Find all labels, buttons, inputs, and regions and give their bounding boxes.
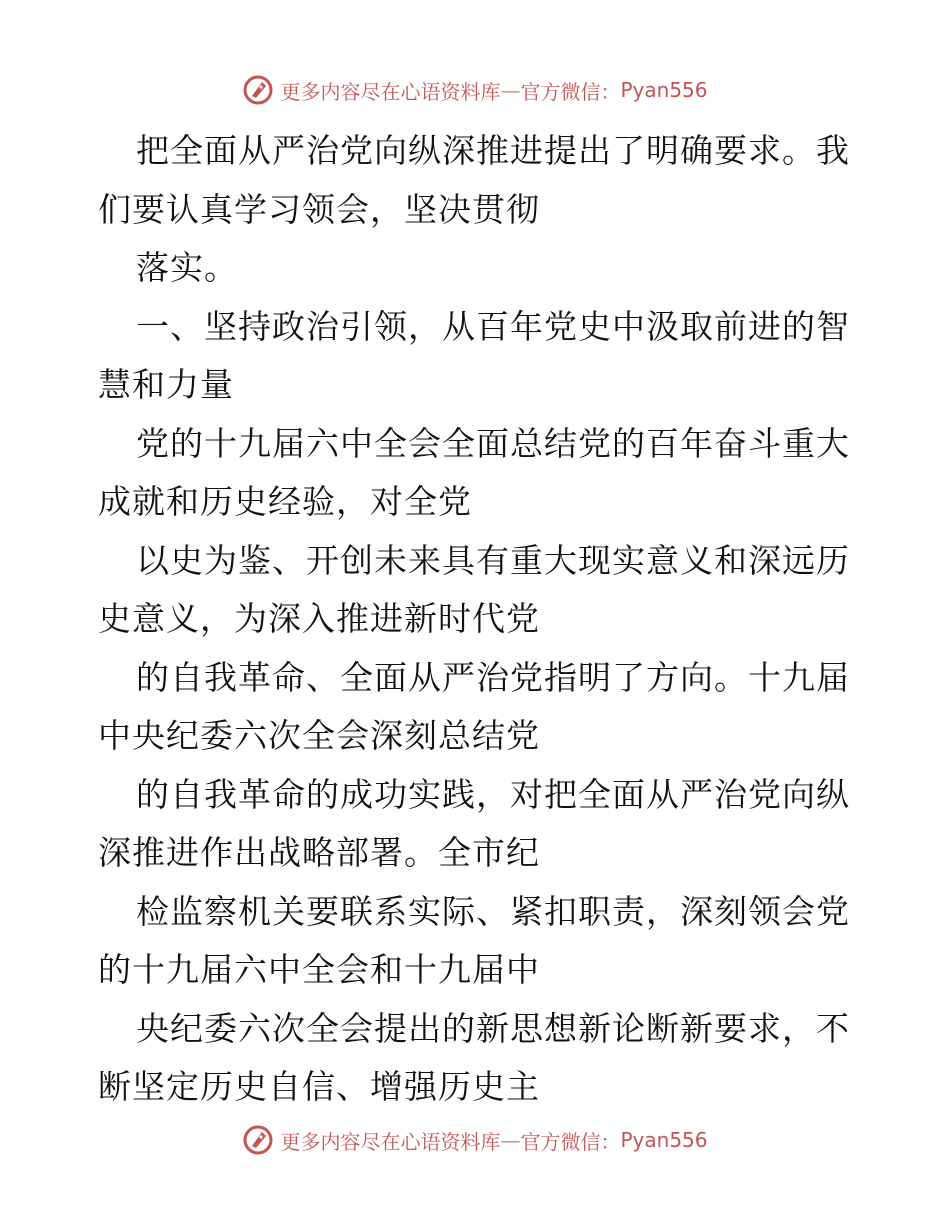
header-watermark-banner (0, 70, 950, 110)
text-line: 的十九届六中全会和十九届中 (98, 950, 540, 989)
text-line: 断坚定历史自信、增强历史主 (98, 1067, 540, 1106)
banner-separator: — (500, 1128, 521, 1152)
banner-main-text: 更多内容尽在心语资料库 (280, 1129, 501, 1154)
text-line: 一、坚持政治引领，从百年党史中汲取前进的智 (136, 306, 850, 346)
text-line: 成就和历史经验，对全党 (98, 482, 472, 521)
text-line: 检监察机关要联系实际、紧扣职责，深刻领会党 (136, 891, 850, 931)
text-line: 中央纪委六次全会深刻总结党 (98, 716, 540, 755)
footer-watermark-banner (0, 1120, 950, 1160)
text-line: 落实。 (136, 248, 238, 287)
text-line: 们要认真学习领会，坚决贯彻 (98, 189, 540, 229)
text-line: 的自我革命的成功实践，对把全面从严治党向纵 (136, 774, 850, 814)
document-body (98, 122, 858, 1117)
text-line: 党的十九届六中全会全面总结党的百年奋斗重大 (136, 423, 850, 463)
text-line: 史意义，为深入推进新时代党 (98, 599, 540, 638)
pen-nib-circle-icon (242, 1124, 274, 1156)
text-line: 深推进作出战略部署。全市纪 (98, 833, 540, 872)
text-line: 慧和力量 (98, 365, 234, 404)
text-line: 的自我革命、全面从严治党指明了方向。十九届 (136, 657, 850, 697)
banner-main-text: 更多内容尽在心语资料库 (280, 79, 501, 104)
banner-wechat-label: 官方微信： (520, 79, 621, 104)
text-line: 以史为鉴、开创未来具有重大现实意义和深远历 (136, 540, 850, 580)
banner-wechat-label: 官方微信： (520, 1129, 621, 1154)
banner-wechat-id: Pyan556 (620, 1128, 708, 1152)
banner-wechat-id: Pyan556 (620, 78, 708, 102)
pen-nib-circle-icon (242, 74, 274, 106)
text-line: 把全面从严治党向纵深推进提出了明确要求。我 (136, 131, 850, 170)
text-line: 央纪委六次全会提出的新思想新论断新要求，不 (136, 1008, 850, 1048)
banner-separator: — (500, 78, 521, 102)
